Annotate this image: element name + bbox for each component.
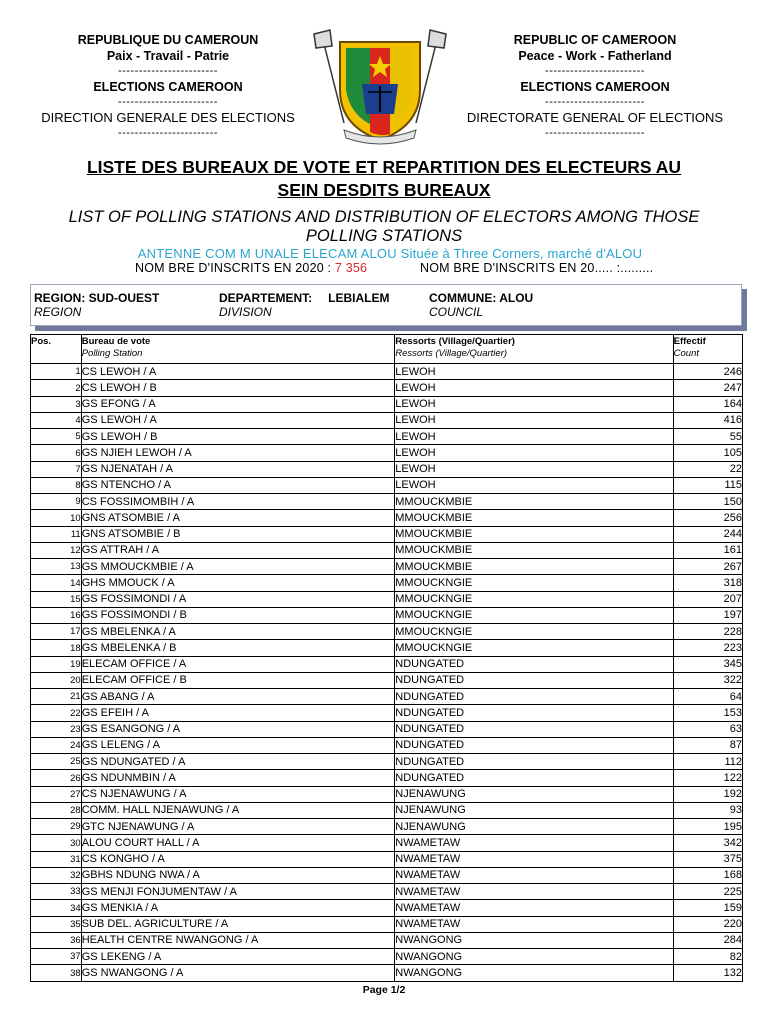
row-ressort: MMOUCKMBIE [395,526,673,542]
row-count: 207 [673,591,742,607]
table-row [31,656,743,672]
registered-value: 7 356 [334,261,368,275]
row-ressort: NWAMETAW [395,867,673,883]
row-count: 122 [673,770,742,786]
row-bureau: GS ATTRAH / A [81,542,395,558]
commune-label: COMMUNE: ALOU [429,291,534,305]
table-row [31,380,743,396]
row-ressort: LEWOH [395,461,673,477]
table-row [31,884,743,900]
row-ressort: MMOUCKNGIE [395,591,673,607]
table-row [31,624,743,640]
header-effectif-sub: Count [673,348,699,359]
row-pos: 27 [31,786,82,802]
header-ressorts-label: Ressorts (Village/Quartier) [395,336,515,347]
row-count: 220 [673,916,742,932]
row-pos: 4 [31,412,82,428]
row-pos: 10 [31,510,82,526]
table-row [31,705,743,721]
row-ressort: NDUNGATED [395,754,673,770]
header-pos-label: Pos. [31,336,52,347]
document-title-en [0,208,768,246]
table-row [31,542,743,558]
row-ressort: MMOUCKNGIE [395,624,673,640]
row-pos: 17 [31,624,82,640]
region-sub: REGION [34,305,82,319]
row-count: 87 [673,737,742,753]
row-pos: 25 [31,754,82,770]
row-bureau: CS LEWOH / B [81,380,395,396]
table-row [31,867,743,883]
row-count: 161 [673,542,742,558]
row-pos: 35 [31,916,82,932]
row-ressort: NDUNGATED [395,672,673,688]
row-ressort: NDUNGATED [395,737,673,753]
title-en-line2: POLLING STATIONS [305,227,463,245]
row-bureau: GS NJENATAH / A [81,461,395,477]
row-count: 284 [673,932,742,948]
row-bureau: CS KONGHO / A [81,851,395,867]
row-pos: 14 [31,575,82,591]
row-count: 93 [673,802,742,818]
row-pos: 28 [31,802,82,818]
table-row [31,575,743,591]
header-effectif [673,335,742,364]
row-pos: 29 [31,819,82,835]
row-pos: 32 [31,867,82,883]
title-en-line1: LIST OF POLLING STATIONS AND DISTRIBUTION OF ELECTORS AMONG THOSE [68,208,700,226]
row-ressort: NWAMETAW [395,835,673,851]
table-row [31,364,743,380]
row-count: 267 [673,559,742,575]
row-count: 132 [673,965,742,981]
country-name-en: REPUBLIC OF CAMEROON [513,33,677,47]
header-pos [31,335,82,364]
row-bureau: GS LELENG / A [81,737,395,753]
row-count: 159 [673,900,742,916]
separator: ------------------------ [545,96,645,108]
row-pos: 37 [31,949,82,965]
table-row [31,607,743,623]
row-ressort: NJENAWUNG [395,819,673,835]
row-bureau: ELECAM OFFICE / B [81,672,395,688]
row-count: 153 [673,705,742,721]
department-sub: DIVISION [219,305,272,319]
row-bureau: GS MBELENKA / B [81,640,395,656]
row-count: 223 [673,640,742,656]
row-pos: 20 [31,672,82,688]
table-row [31,819,743,835]
row-pos: 23 [31,721,82,737]
row-bureau: GS LEWOH / B [81,429,395,445]
registered-2020 [135,261,367,275]
antenne-location: ANTENNE COM M UNALE ELECAM ALOU Située à Three Corners, marché d'ALOU [137,246,643,261]
table-row [31,477,743,493]
row-pos: 2 [31,380,82,396]
row-count: 322 [673,672,742,688]
row-ressort: NWAMETAW [395,884,673,900]
row-ressort: LEWOH [395,412,673,428]
row-bureau: GS EFONG / A [81,396,395,412]
row-count: 342 [673,835,742,851]
table-body [31,364,743,982]
row-ressort: MMOUCKMBIE [395,559,673,575]
polling-stations-table [30,334,743,982]
row-ressort: LEWOH [395,364,673,380]
row-pos: 21 [31,689,82,705]
row-count: 112 [673,754,742,770]
row-ressort: LEWOH [395,380,673,396]
row-bureau: GS NDUNMBIN / A [81,770,395,786]
row-pos: 8 [31,477,82,493]
coat-of-arms-icon [310,28,450,146]
table-row [31,429,743,445]
row-bureau: HEALTH CENTRE NWANGONG / A [81,932,395,948]
row-pos: 36 [31,932,82,948]
table-row [31,689,743,705]
row-ressort: MMOUCKMBIE [395,542,673,558]
table-row [31,721,743,737]
row-pos: 1 [31,364,82,380]
directorate-fr: DIRECTION GENERALE DES ELECTIONS [41,110,295,125]
row-count: 256 [673,510,742,526]
row-bureau: ELECAM OFFICE / A [81,656,395,672]
row-bureau: GHS MMOUCK / A [81,575,395,591]
header-ressorts [395,335,673,364]
row-ressort: LEWOH [395,445,673,461]
row-bureau: GS MENJI FONJUMENTAW / A [81,884,395,900]
row-pos: 22 [31,705,82,721]
region-block [34,291,159,319]
row-pos: 9 [31,494,82,510]
row-bureau: GS MENKIA / A [81,900,395,916]
separator: ------------------------ [118,127,218,139]
directorate-en: DIRECTORATE GENERAL OF ELECTIONS [466,110,724,125]
row-count: 195 [673,819,742,835]
row-count: 244 [673,526,742,542]
row-count: 64 [673,689,742,705]
org-name-en: ELECTIONS CAMEROON [520,80,670,94]
table-row [31,949,743,965]
row-ressort: NDUNGATED [395,689,673,705]
row-ressort: MMOUCKMBIE [395,494,673,510]
row-ressort: NDUNGATED [395,721,673,737]
row-count: 375 [673,851,742,867]
table-row [31,786,743,802]
table-row [31,591,743,607]
row-pos: 13 [31,559,82,575]
separator: ------------------------ [118,96,218,108]
row-pos: 3 [31,396,82,412]
table-row [31,494,743,510]
table-row [31,445,743,461]
row-ressort: LEWOH [395,396,673,412]
row-count: 247 [673,380,742,396]
row-count: 345 [673,656,742,672]
row-count: 22 [673,461,742,477]
row-count: 228 [673,624,742,640]
row-ressort: NJENAWUNG [395,786,673,802]
row-bureau: CS NJENAWUNG / A [81,786,395,802]
table-row [31,932,743,948]
table-row [31,412,743,428]
row-ressort: NWAMETAW [395,851,673,867]
row-ressort: MMOUCKNGIE [395,575,673,591]
row-ressort: NJENAWUNG [395,802,673,818]
table-row [31,526,743,542]
motto-en: Peace - Work - Fatherland [518,49,672,63]
row-ressort: NWAMETAW [395,900,673,916]
document-title-fr [0,156,768,202]
row-pos: 31 [31,851,82,867]
row-bureau: ALOU COURT HALL / A [81,835,395,851]
row-bureau: GS FOSSIMONDI / A [81,591,395,607]
row-pos: 5 [31,429,82,445]
row-count: 55 [673,429,742,445]
table-row [31,396,743,412]
country-name-fr: REPUBLIQUE DU CAMEROUN [77,33,259,47]
row-ressort: MMOUCKNGIE [395,607,673,623]
table-row [31,835,743,851]
registered-label: NOM BRE D'INSCRITS EN 2020 : [135,261,335,275]
department-label: DEPARTEMENT: [219,291,313,305]
row-count: 168 [673,867,742,883]
row-ressort: NDUNGATED [395,656,673,672]
row-ressort: NDUNGATED [395,705,673,721]
title-fr-line2: SEIN DESDITS BUREAUX [277,180,491,200]
header-bureau [81,335,395,364]
row-bureau: COMM. HALL NJENAWUNG / A [81,802,395,818]
row-ressort: NDUNGATED [395,770,673,786]
row-pos: 15 [31,591,82,607]
department-value: LEBIALEM [328,291,390,305]
row-count: 63 [673,721,742,737]
row-count: 82 [673,949,742,965]
separator: ------------------------ [545,127,645,139]
row-bureau: GS LEKENG / A [81,949,395,965]
commune-block [429,291,533,319]
row-ressort: MMOUCKNGIE [395,640,673,656]
row-pos: 18 [31,640,82,656]
table-row [31,754,743,770]
table-row [31,672,743,688]
row-ressort: NWANGONG [395,949,673,965]
row-bureau: CS FOSSIMOMBIH / A [81,494,395,510]
header-ressorts-sub: Ressorts (Village/Quartier) [395,348,508,359]
page-number: Page 1/2 [362,984,406,996]
header-bureau-label: Bureau de vote [81,336,151,347]
row-ressort: LEWOH [395,429,673,445]
row-pos: 26 [31,770,82,786]
row-bureau: GS ESANGONG / A [81,721,395,737]
row-count: 192 [673,786,742,802]
title-fr-line1: LISTE DES BUREAUX DE VOTE ET REPARTITION DES ELECTEURS AU [86,157,682,177]
row-count: 105 [673,445,742,461]
table-row [31,965,743,981]
header-effectif-label: Effectif [673,336,706,347]
row-count: 164 [673,396,742,412]
row-pos: 24 [31,737,82,753]
separator: ------------------------ [118,65,218,77]
motto-fr: Paix - Travail - Patrie [106,49,230,63]
row-pos: 11 [31,526,82,542]
row-ressort: NWAMETAW [395,916,673,932]
location-box [30,284,742,326]
row-count: 115 [673,477,742,493]
region-label: REGION: SUD-OUEST [34,291,160,305]
table-row [31,900,743,916]
row-pos: 16 [31,607,82,623]
row-pos: 34 [31,900,82,916]
commune-sub: COUNCIL [429,305,484,319]
row-pos: 6 [31,445,82,461]
row-count: 225 [673,884,742,900]
table-row [31,802,743,818]
row-count: 416 [673,412,742,428]
row-ressort: LEWOH [395,477,673,493]
row-count: 150 [673,494,742,510]
row-bureau: GS NWANGONG / A [81,965,395,981]
table-row [31,510,743,526]
separator: ------------------------ [545,65,645,77]
row-pos: 30 [31,835,82,851]
table-header-row [31,335,743,364]
row-bureau: GS LEWOH / A [81,412,395,428]
row-bureau: GS ABANG / A [81,689,395,705]
row-pos: 38 [31,965,82,981]
table-row [31,559,743,575]
row-bureau: SUB DEL. AGRICULTURE / A [81,916,395,932]
row-bureau: GS FOSSIMONDI / B [81,607,395,623]
table-row [31,461,743,477]
row-ressort: NWANGONG [395,965,673,981]
registered-future: NOM BRE D'INSCRITS EN 20..... :......... [420,261,654,275]
department-block [219,291,389,319]
row-bureau: GS MMOUCKMBIE / A [81,559,395,575]
row-bureau: GS NDUNGATED / A [81,754,395,770]
header-left [28,32,308,141]
row-bureau: CS LEWOH / A [81,364,395,380]
org-name-fr: ELECTIONS CAMEROON [93,80,243,94]
table-row [31,851,743,867]
row-count: 197 [673,607,742,623]
table-row [31,737,743,753]
row-pos: 7 [31,461,82,477]
table-row [31,770,743,786]
row-pos: 12 [31,542,82,558]
row-ressort: MMOUCKMBIE [395,510,673,526]
table-row [31,640,743,656]
row-bureau: GNS ATSOMBIE / A [81,510,395,526]
row-bureau: GBHS NDUNG NWA / A [81,867,395,883]
row-bureau: GTC NJENAWUNG / A [81,819,395,835]
row-bureau: GS NTENCHO / A [81,477,395,493]
row-ressort: NWANGONG [395,932,673,948]
header-right [460,32,730,141]
row-count: 318 [673,575,742,591]
row-bureau: GS MBELENKA / A [81,624,395,640]
row-pos: 33 [31,884,82,900]
row-pos: 19 [31,656,82,672]
table-row [31,916,743,932]
row-bureau: GS EFEIH / A [81,705,395,721]
row-bureau: GS NJIEH LEWOH / A [81,445,395,461]
row-bureau: GNS ATSOMBIE / B [81,526,395,542]
header-bureau-sub: Polling Station [81,348,143,359]
row-count: 246 [673,364,742,380]
